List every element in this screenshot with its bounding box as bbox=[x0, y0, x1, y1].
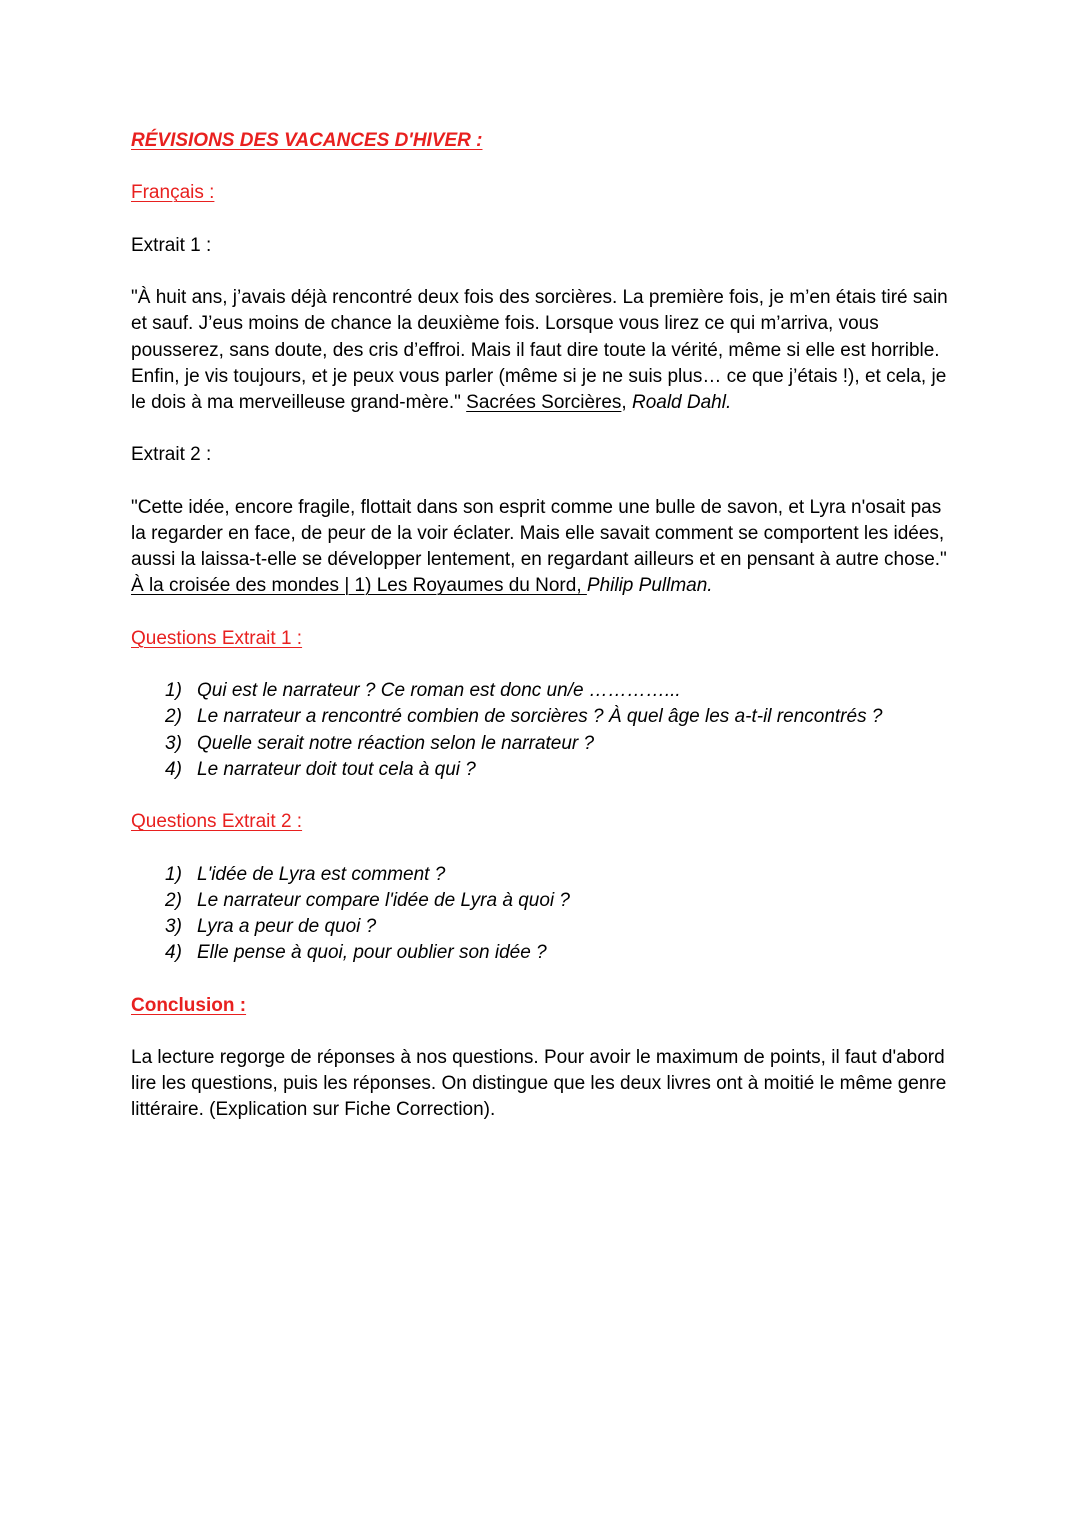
extract-1-book-title: Sacrées Sorcières bbox=[466, 391, 622, 413]
question-text: Elle pense à quoi, pour oublier son idée ? bbox=[197, 942, 547, 964]
question-number: 2) bbox=[165, 889, 182, 911]
extract-2-text: "Cette idée, encore fragile, flottait dans son esprit comme une bulle de savon, et Lyra n'osait pas la regarder en face, de peur de la voir éclater. Mais elle savait comment se comportent les idées, aussi la laissa-t-elle se développer lentement, en regardant ailleurs et en pensant à autre chose." bbox=[131, 496, 947, 571]
extract-2-reference bbox=[131, 573, 961, 599]
question-text: Le narrateur a rencontré combien de sorcières ? À quel âge les a-t-il rencontrés ? bbox=[197, 706, 883, 728]
extract-1-quote: "À huit ans, j’avais déjà rencontré deux fois des sorcières. La première fois, je m’en étais tiré sain et sauf. J’eus moins de chance la deuxième fois. Lorsque vous lirez ce qui m’arriva, vous pousserez, sans doute, des cris d’effroi. Mais il faut dire toute la vérité, même si elle est horrible. Enfin, je vis toujours, et je peux vous parler (même si je ne suis plus… ce que j’étais !), et cela, je le dois à ma merveilleuse grand-mère." bbox=[131, 287, 948, 413]
list-item bbox=[165, 678, 961, 704]
extract-1-separator: , bbox=[621, 391, 632, 413]
conclusion-heading: Conclusion : bbox=[131, 994, 247, 1016]
extract-1-author: Roald Dahl. bbox=[631, 391, 732, 413]
extract-1-text bbox=[131, 285, 961, 416]
question-number: 4) bbox=[165, 758, 182, 780]
question-number: 4) bbox=[165, 942, 182, 964]
question-text: Lyra a peur de quoi ? bbox=[197, 915, 377, 937]
extract-2-book-title: À la croisée des mondes | 1) Les Royaumes du Nord, bbox=[131, 575, 587, 597]
questions-2-list bbox=[131, 862, 961, 967]
list-item bbox=[165, 862, 961, 888]
questions-2-heading: Questions Extrait 2 : bbox=[131, 811, 303, 833]
list-item bbox=[165, 888, 961, 914]
question-text: L'idée de Lyra est comment ? bbox=[197, 863, 446, 885]
list-item bbox=[165, 731, 961, 757]
list-item bbox=[165, 757, 961, 783]
question-text: Quelle serait notre réaction selon le narrateur ? bbox=[197, 732, 595, 754]
question-number: 1) bbox=[165, 863, 182, 885]
question-text: Le narrateur doit tout cela à qui ? bbox=[197, 758, 476, 780]
list-item bbox=[165, 940, 961, 966]
extract-2-label: Extrait 2 : bbox=[131, 444, 212, 466]
extract-1-label: Extrait 1 : bbox=[131, 234, 212, 256]
list-item bbox=[165, 914, 961, 940]
document-page bbox=[131, 128, 961, 1124]
question-number: 3) bbox=[165, 732, 182, 754]
questions-1-list bbox=[131, 678, 961, 783]
conclusion-text: La lecture regorge de réponses à nos questions. Pour avoir le maximum de points, il faut d'abord lire les questions, puis les réponses. On distingue que les deux livres ont à moitié le même genre littéraire. (Explication sur Fiche Correction). bbox=[131, 1046, 947, 1121]
questions-1-heading: Questions Extrait 1 : bbox=[131, 627, 303, 649]
question-number: 3) bbox=[165, 915, 182, 937]
question-number: 1) bbox=[165, 680, 182, 702]
question-text: Qui est le narrateur ? Ce roman est donc un/e …………... bbox=[197, 680, 681, 702]
question-number: 2) bbox=[165, 706, 182, 728]
list-item bbox=[165, 704, 961, 730]
document-title: RÉVISIONS DES VACANCES D'HIVER : bbox=[131, 130, 483, 151]
extract-2-author: Philip Pullman. bbox=[586, 575, 713, 597]
question-text: Le narrateur compare l'idée de Lyra à quoi ? bbox=[197, 889, 570, 911]
subject-heading: Français : bbox=[131, 182, 215, 204]
